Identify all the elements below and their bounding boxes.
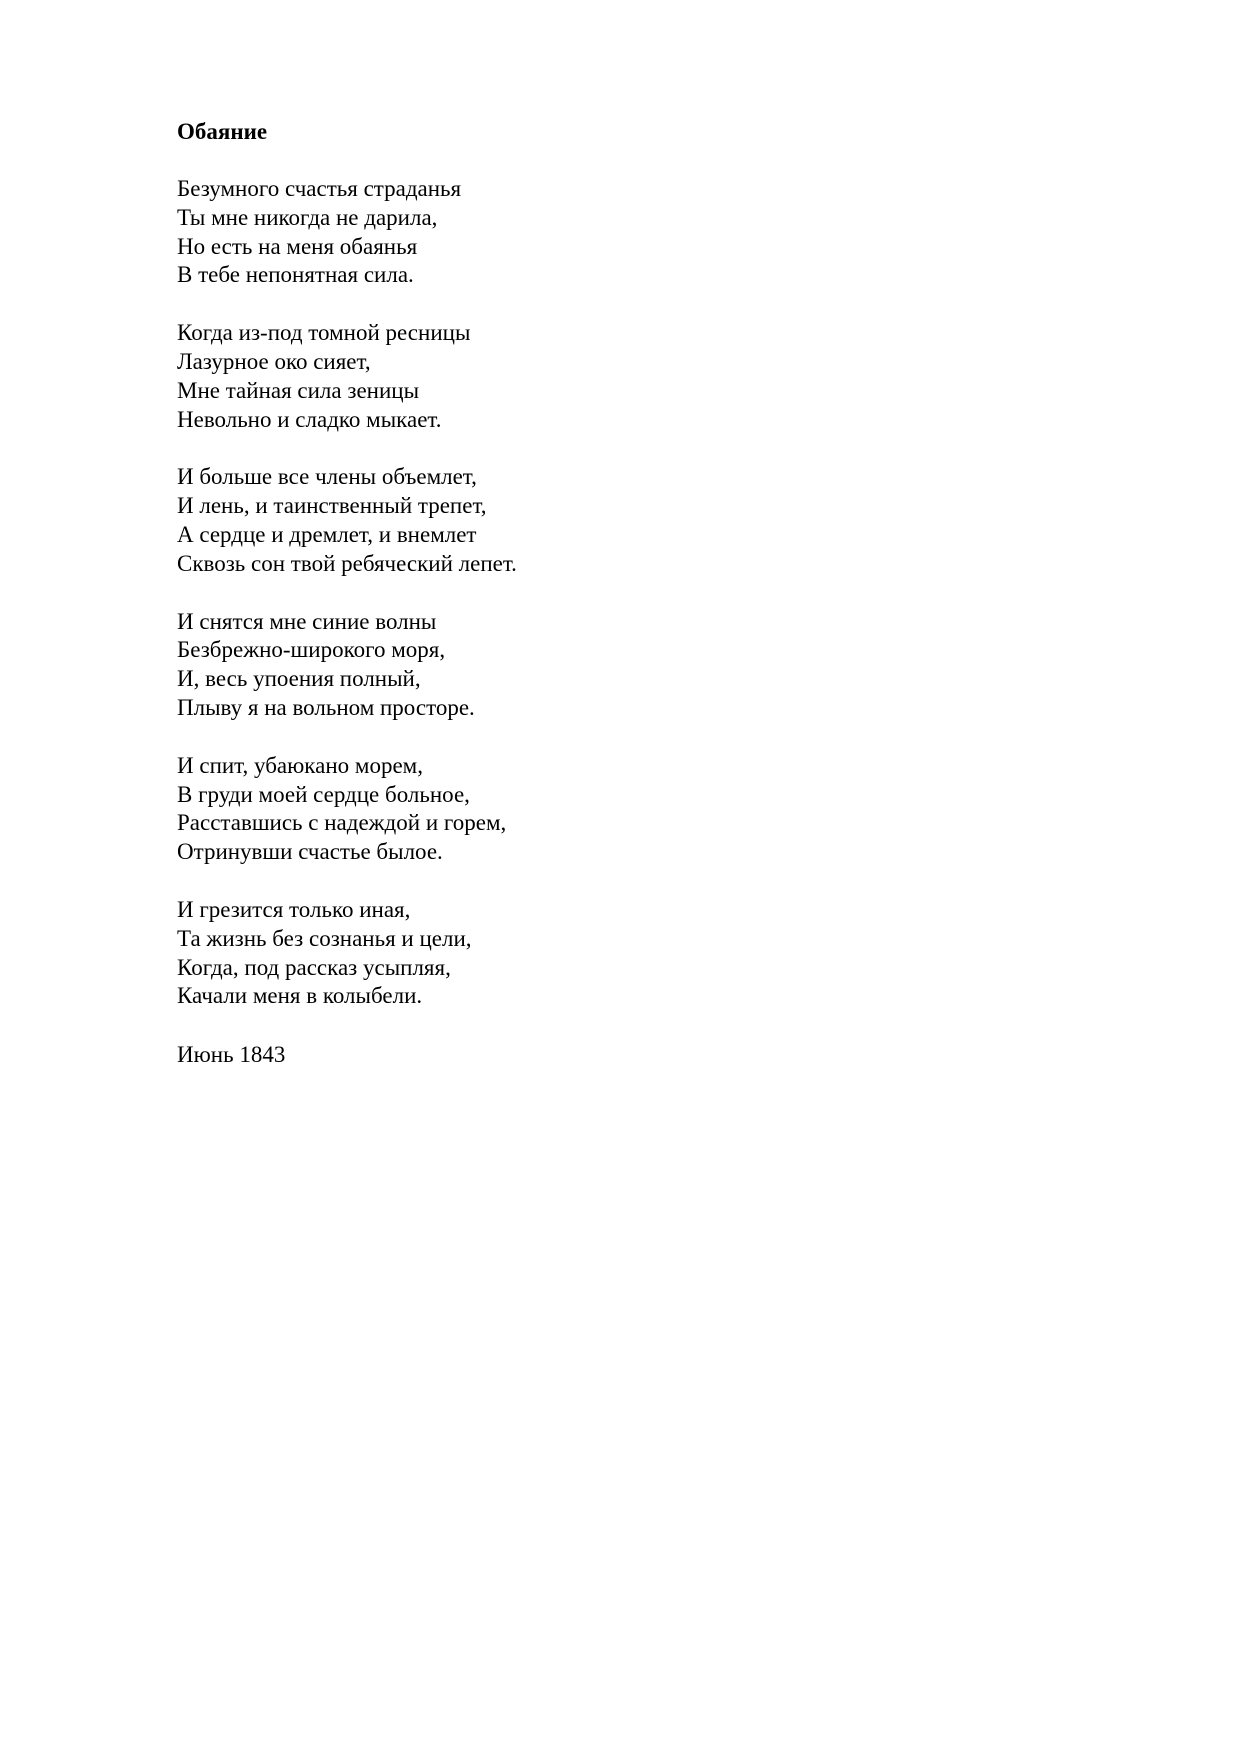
poem-line: Когда, под рассказ усыпляя, [177, 954, 451, 980]
poem-line: А сердце и дремлет, и внемлет [177, 521, 477, 547]
poem-line: И грезится только иная, [177, 896, 411, 922]
stanza-3 [177, 463, 1077, 578]
poem-line: В тебе непонятная сила. [177, 262, 414, 288]
poem-line: И, весь упоения полный, [177, 666, 421, 692]
poem-line: В груди моей сердце больное, [177, 781, 470, 807]
poem-line: Когда из-под томной ресницы [177, 320, 471, 346]
stanza-2 [177, 319, 1077, 434]
poem-line: Сквозь сон твой ребяческий лепет. [177, 550, 517, 576]
stanza-6 [177, 896, 1077, 1011]
poem-title: Обаяние [177, 119, 268, 144]
poem-line: Отринувши счастье былое. [177, 839, 443, 865]
poem-line: И лень, и таинственный трепет, [177, 493, 487, 519]
poem-date: Июнь 1843 [177, 1042, 286, 1068]
poem-line: Невольно и сладко мыкает. [177, 406, 442, 432]
poem-line: Лазурное око сияет, [177, 348, 371, 374]
poem-line: Мне тайная сила зеницы [177, 377, 420, 403]
poem-line: И снятся мне синие волны [177, 608, 437, 634]
poem-line: Безбрежно-широкого моря, [177, 637, 446, 663]
poem-line: Расставшись с надеждой и горем, [177, 810, 507, 836]
poem-line: Плыву я на вольном просторе. [177, 694, 475, 720]
stanza-1 [177, 175, 1077, 290]
poem [177, 117, 1077, 1069]
poem-line: Безумного счастья страданья [177, 176, 462, 201]
stanza-5 [177, 752, 1077, 867]
poem-line: Та жизнь без сознанья и цели, [177, 925, 472, 951]
stanza-4 [177, 608, 1077, 723]
poem-line: Ты мне никогда не дарила, [177, 204, 438, 230]
poem-line: Но есть на меня обаянья [177, 233, 418, 259]
poem-line: И спит, убаюкано морем, [177, 752, 423, 778]
poem-line: Качали меня в колыбели. [177, 983, 423, 1009]
poem-line: И больше все члены объемлет, [177, 464, 477, 490]
